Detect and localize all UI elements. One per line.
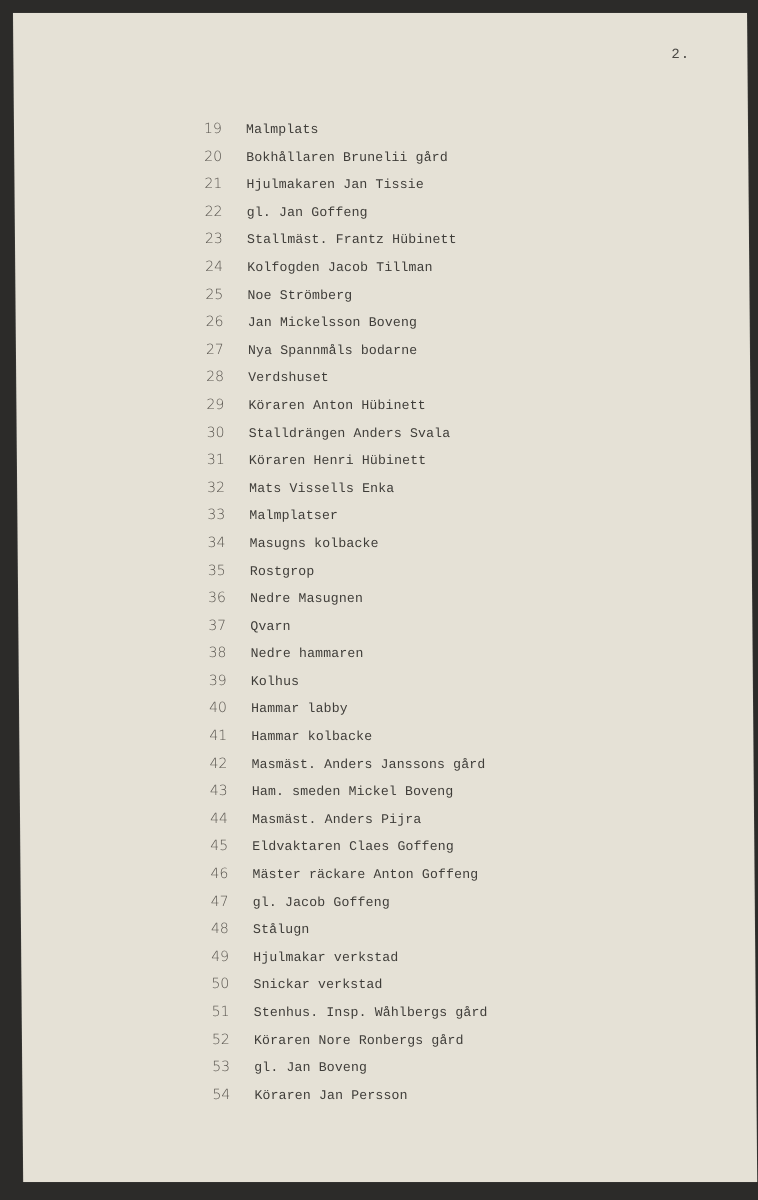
entry-label: Masugns kolbacke bbox=[249, 535, 379, 551]
entry-number: 53 bbox=[212, 1059, 231, 1076]
entry-label: Malmplats bbox=[245, 122, 319, 137]
list-item bbox=[22, 1082, 756, 1110]
entry-number: 36 bbox=[208, 590, 227, 607]
entry-number: 23 bbox=[204, 231, 223, 248]
entry-label: Snickar verkstad bbox=[253, 977, 383, 993]
list-item bbox=[21, 944, 755, 972]
entry-number: 54 bbox=[212, 1086, 231, 1103]
entry-label: Qvarn bbox=[250, 618, 291, 634]
entry-label: Hjulmakar verkstad bbox=[253, 949, 399, 965]
entry-label: Stenhus. Insp. Wåhlbergs gård bbox=[253, 1005, 488, 1020]
entry-list bbox=[14, 116, 757, 1109]
entry-number: 28 bbox=[206, 369, 225, 386]
list-item bbox=[18, 558, 752, 586]
entry-number: 40 bbox=[208, 700, 227, 717]
entry-label: Verdshuset bbox=[248, 370, 329, 386]
list-item bbox=[18, 640, 752, 668]
entry-number: 46 bbox=[210, 866, 229, 883]
entry-label: Köraren Jan Persson bbox=[254, 1087, 408, 1103]
entry-number: 27 bbox=[205, 341, 224, 358]
entry-number: 32 bbox=[207, 479, 226, 496]
entry-label: Hammar kolbacke bbox=[251, 729, 373, 745]
entry-label: Rostgrop bbox=[249, 563, 315, 579]
entry-number: 52 bbox=[211, 1031, 230, 1048]
list-item bbox=[15, 254, 749, 282]
entry-label: Nya Spannmåls bodarne bbox=[247, 342, 418, 358]
entry-label: Nedre hammaren bbox=[250, 646, 364, 662]
entry-number: 50 bbox=[211, 976, 230, 993]
entry-label: Bokhållaren Brunelii gård bbox=[246, 149, 448, 165]
entry-number: 35 bbox=[207, 562, 226, 579]
list-item bbox=[18, 530, 752, 558]
entry-number: 29 bbox=[206, 396, 225, 413]
list-item bbox=[15, 199, 749, 227]
list-item bbox=[19, 668, 753, 696]
entry-label: Stalldrängen Anders Svala bbox=[248, 425, 451, 441]
list-item bbox=[19, 751, 753, 779]
entry-label: Hammar labby bbox=[251, 701, 348, 717]
entry-number: 45 bbox=[210, 838, 229, 855]
entry-label: Mats Vissells Enka bbox=[249, 480, 395, 496]
list-item bbox=[14, 171, 748, 199]
list-item bbox=[15, 226, 749, 254]
list-item bbox=[17, 475, 751, 503]
entry-label: Eldvaktaren Claes Goffeng bbox=[252, 839, 454, 855]
entry-number: 25 bbox=[205, 286, 224, 303]
entry-number: 33 bbox=[207, 507, 226, 524]
list-item bbox=[20, 806, 754, 834]
list-item bbox=[19, 723, 753, 751]
list-item bbox=[20, 861, 754, 889]
entry-label: Stålugn bbox=[252, 922, 310, 938]
entry-number: 30 bbox=[206, 424, 225, 441]
entry-number: 43 bbox=[209, 783, 228, 800]
list-item bbox=[22, 1054, 756, 1082]
entry-number: 38 bbox=[208, 645, 227, 662]
entry-label: Noe Strömberg bbox=[247, 287, 353, 303]
list-item bbox=[17, 502, 751, 530]
entry-number: 48 bbox=[210, 921, 229, 938]
entry-number: 19 bbox=[203, 121, 222, 137]
entry-label: Köraren Anton Hübinett bbox=[248, 397, 426, 413]
entry-label: Kolhus bbox=[250, 673, 300, 689]
entry-label: gl. Jacob Goffeng bbox=[252, 894, 390, 910]
document-page bbox=[13, 13, 757, 1182]
page-number: 2. bbox=[671, 47, 691, 63]
entry-label: Nedre Masugnen bbox=[250, 591, 364, 607]
list-item bbox=[14, 144, 748, 172]
entry-label: Köraren Nore Ronbergs gård bbox=[253, 1032, 464, 1048]
entry-number: 26 bbox=[205, 314, 224, 331]
entry-number: 22 bbox=[204, 203, 223, 220]
list-item bbox=[21, 971, 755, 999]
list-item bbox=[20, 833, 754, 861]
list-item bbox=[18, 613, 752, 641]
entry-number: 41 bbox=[209, 728, 228, 745]
list-item bbox=[16, 309, 750, 337]
entry-number: 51 bbox=[211, 1004, 230, 1020]
list-item bbox=[17, 447, 751, 475]
entry-label: gl. Jan Goffeng bbox=[246, 204, 368, 220]
entry-number: 44 bbox=[209, 810, 228, 827]
entry-number: 31 bbox=[206, 452, 225, 469]
list-item bbox=[22, 1027, 756, 1055]
list-item bbox=[19, 695, 753, 723]
list-item bbox=[17, 420, 751, 448]
list-item bbox=[16, 392, 750, 420]
entry-label: Malmplatser bbox=[249, 508, 339, 524]
entry-label: Mäster räckare Anton Goffeng bbox=[252, 867, 479, 883]
entry-number: 24 bbox=[205, 258, 224, 275]
entry-label: Hjulmakaren Jan Tissie bbox=[246, 177, 424, 193]
entry-number: 34 bbox=[207, 534, 226, 551]
list-item bbox=[14, 116, 748, 144]
list-item bbox=[16, 337, 750, 365]
list-item bbox=[20, 778, 754, 806]
entry-label: Jan Mickelsson Boveng bbox=[247, 315, 418, 331]
list-item bbox=[21, 916, 755, 944]
entry-label: Masmäst. Anders Pijra bbox=[251, 811, 422, 827]
entry-number: 39 bbox=[208, 672, 227, 689]
entry-label: gl. Jan Boveng bbox=[254, 1060, 368, 1076]
list-item bbox=[16, 364, 750, 392]
entry-number: 21 bbox=[204, 176, 223, 193]
entry-label: Stallmäst. Frantz Hübinett bbox=[246, 232, 457, 248]
entry-number: 20 bbox=[204, 148, 223, 165]
list-item bbox=[18, 585, 752, 613]
list-item bbox=[15, 282, 749, 310]
list-item bbox=[22, 999, 756, 1027]
entry-label: Ham. smeden Mickel Boveng bbox=[251, 784, 454, 800]
entry-label: Köraren Henri Hübinett bbox=[248, 453, 427, 469]
entry-number: 42 bbox=[209, 755, 228, 772]
entry-number: 49 bbox=[211, 948, 230, 965]
entry-label: Kolfogden Jacob Tillman bbox=[247, 259, 433, 275]
entry-number: 47 bbox=[210, 893, 229, 910]
list-item bbox=[21, 889, 755, 917]
entry-label: Masmäst. Anders Janssons gård bbox=[251, 756, 486, 772]
entry-number: 37 bbox=[208, 617, 227, 634]
